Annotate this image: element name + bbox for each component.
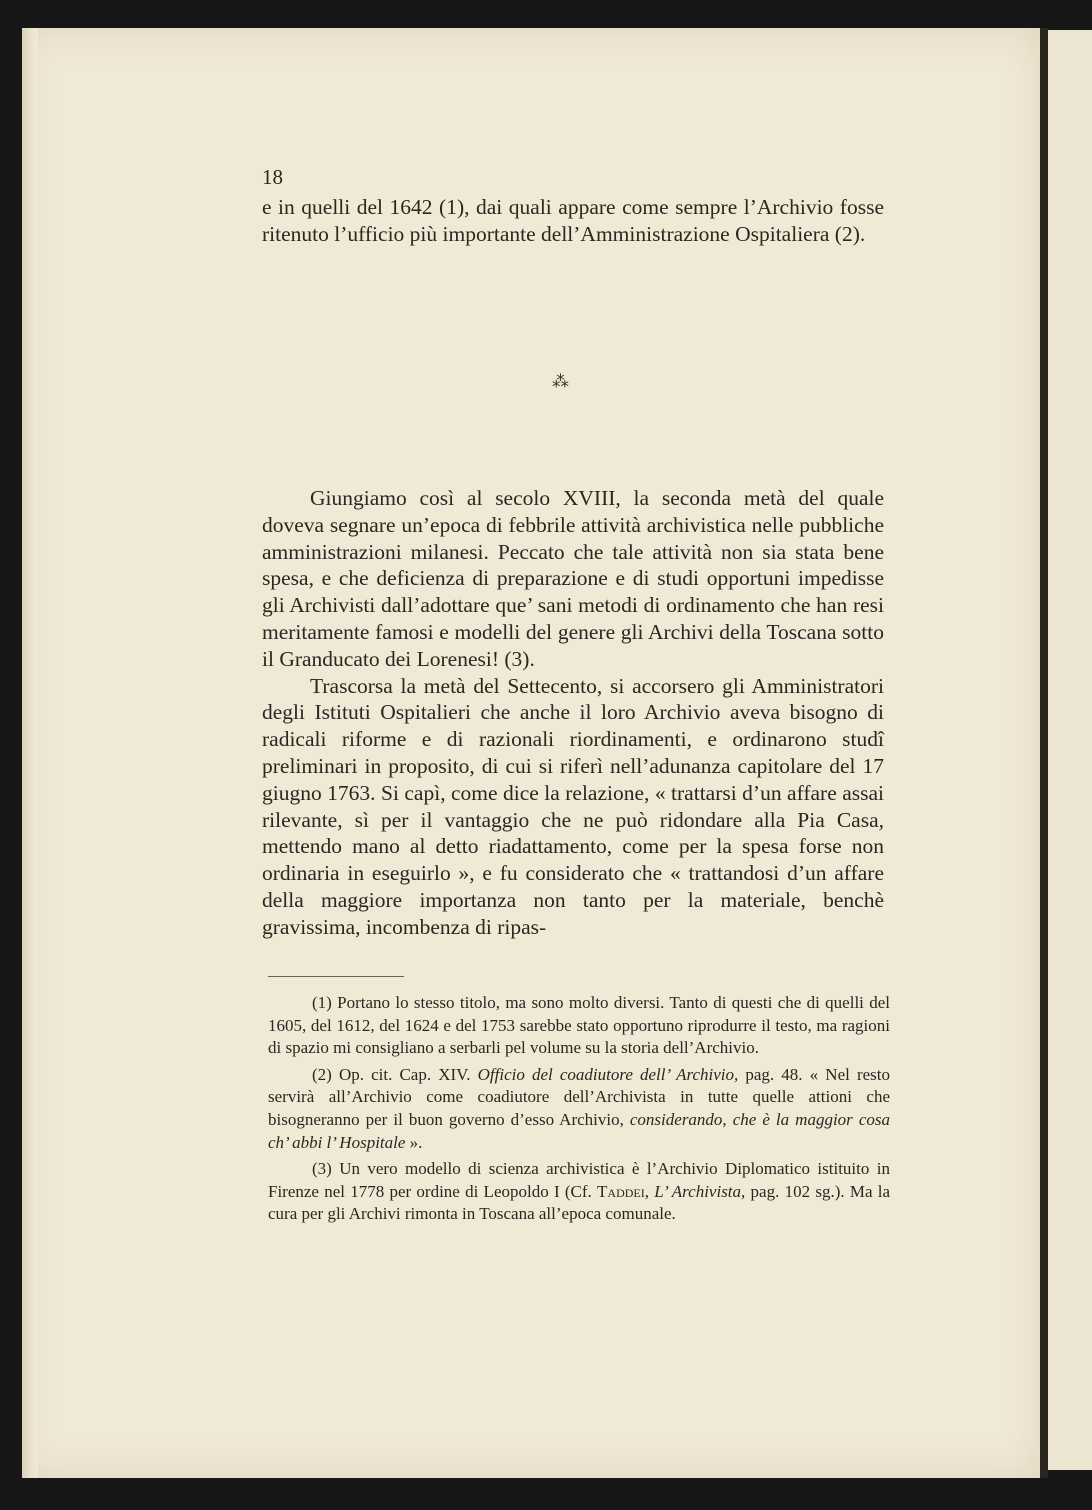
footnote-2-mid: pag. 48. « Nel resto servirà all’Archivio come coadiutore dell’Archivista in tutte quelle attioni che bisogneranno per il buon governo d’esso Archivio, bbox=[268, 1064, 891, 1129]
footnote-2-title: Officio del coadiutore dell’ Archivio, bbox=[477, 1064, 739, 1084]
footnote-3-author: Taddei bbox=[597, 1181, 645, 1201]
footnote-3-sep: , bbox=[644, 1181, 655, 1201]
adjacent-page-edge bbox=[1048, 30, 1092, 1470]
footnote-separator bbox=[268, 976, 404, 977]
footnote-1: (1) Portano lo stesso titolo, ma sono molto diversi. Tanto di questi che di quelli del 1605, del 1612, del 1624 e del 1753 sarebbe stato opportuno riprodurre il testo, ma ragioni di spazio mi consigliano a serbarli pel volume su la storia dell’Archivio. bbox=[268, 993, 890, 1058]
paragraph-1: Giungiamo così al secolo XVIII, la seconda metà del quale doveva segnare un’epoca di febbrile attività archivistica nelle pubbliche amministrazioni milanesi. Peccato che tale attività non sia stata bene spesa, e che deficienza di preparazione e di studi opportuni impedisse gli Archivisti dall’adottare que’ sani metodi di ordinamento che han resi meritamente famosi e modelli del genere gli Archivi della Toscana sotto il Granducato dei Lorenesi! (3). bbox=[262, 486, 884, 671]
footnote-2-lead: (2) Op. cit. Cap. XIV. bbox=[312, 1064, 478, 1084]
footnote-2-tail: ». bbox=[405, 1132, 423, 1152]
footnote-3-tail: pag. 102 sg.). Ma la cura per gli Archivi rimonta in Toscana all’epoca comunale. bbox=[268, 1181, 891, 1224]
page-number: 18 bbox=[262, 165, 283, 189]
footnote-2 bbox=[268, 1064, 890, 1154]
footnote-3-title: L’ Archivista, bbox=[654, 1181, 746, 1201]
footnote-3 bbox=[268, 1158, 890, 1226]
paragraph-2: Trascorsa la metà del Settecento, si accorsero gli Amministratori degli Istituti Ospitalieri che anche il loro Archivio aveva bisogno di radicali riforme e di razionali riordinamenti, e ordinarono studî preliminari in proposito, di cui si riferì nell’adunanza capitolare del 17 giugno 1763. Si capì, come dice la relazione, « trattarsi d’un affare assai rilevante, sì per il vantaggio che ne può ridondare alla Pia Casa, mettendo mano al detto riadattamento, come per la spesa forse non ordinaria in eseguirlo », e fu considerato che « trattandosi d’un affare della maggiore importanza non tanto per la materiale, benchè gravissima, incombenza di ripas- bbox=[262, 673, 884, 939]
gutter bbox=[1040, 28, 1048, 1478]
footnote-2-quote: considerando, che è la maggior cosa ch’ abbi l’ Hospitale bbox=[268, 1109, 890, 1152]
footnote-3-lead: (3) Un vero modello di scienza archivistica è l’Archivio Diplomatico istituito in Firenze nel 1778 per ordine di Leopoldo I (Cf. bbox=[268, 1159, 890, 1201]
footnotes bbox=[268, 992, 890, 1230]
page-edge bbox=[22, 28, 38, 1478]
main-body bbox=[262, 485, 884, 941]
asterism-section-break: ⁂ bbox=[552, 372, 570, 392]
opening-paragraph bbox=[262, 194, 884, 248]
opening-paragraph-text: e in quelli del 1642 (1), dai quali appare come sempre l’Archivio fosse ritenuto l’ufficio più importante dell’Amministrazione Ospitaliera (2). bbox=[262, 195, 884, 246]
